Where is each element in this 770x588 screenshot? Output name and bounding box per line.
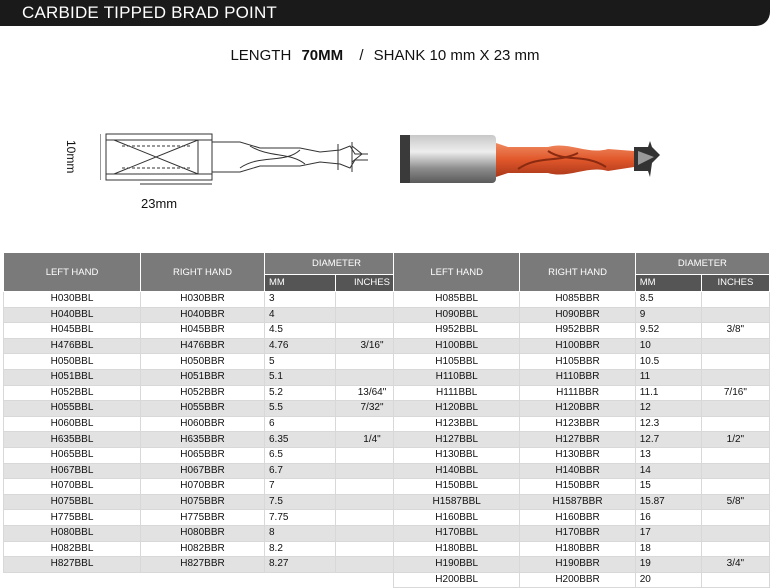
- technical-drawing-icon: [100, 128, 372, 188]
- left-hand-code: H070BBL: [4, 479, 141, 495]
- shank-spec: SHANK 10 mm X 23 mm: [373, 47, 540, 64]
- diameter-mm: 12.3: [635, 416, 701, 432]
- diameter-mm: 5: [265, 354, 336, 370]
- table-row: [394, 416, 770, 432]
- diameter-mm: 12: [635, 401, 701, 417]
- diameter-mm: 19: [635, 557, 701, 573]
- diameter-inches: [701, 307, 769, 323]
- diameter-inches: 1/2": [701, 432, 769, 448]
- diameter-mm: 13: [635, 447, 701, 463]
- right-hand-code: H180BBR: [520, 541, 635, 557]
- table-row: [394, 463, 770, 479]
- diameter-inches: [701, 338, 769, 354]
- col-diameter: DIAMETER: [635, 253, 769, 275]
- left-hand-code: H127BBL: [394, 432, 520, 448]
- table-row: [394, 338, 770, 354]
- spec-table-right: [393, 252, 770, 588]
- left-hand-code: H045BBL: [4, 323, 141, 339]
- diameter-inches: [701, 354, 769, 370]
- left-hand-code: H080BBL: [4, 525, 141, 541]
- left-hand-code: H050BBL: [4, 354, 141, 370]
- right-hand-code: H090BBR: [520, 307, 635, 323]
- dimension-10mm: 10mm: [64, 140, 78, 174]
- diameter-mm: 8: [265, 525, 336, 541]
- diameter-inches: [701, 479, 769, 495]
- right-hand-code: H080BBR: [141, 525, 265, 541]
- table-row: [4, 385, 409, 401]
- diameter-mm: 18: [635, 541, 701, 557]
- left-hand-code: H052BBL: [4, 385, 141, 401]
- diameter-mm: 11.1: [635, 385, 701, 401]
- table-row: [394, 385, 770, 401]
- right-hand-code: H045BBR: [141, 323, 265, 339]
- diameter-mm: 8.27: [265, 557, 336, 573]
- left-hand-code: H120BBL: [394, 401, 520, 417]
- left-hand-code: H100BBL: [394, 338, 520, 354]
- diameter-inches: [701, 525, 769, 541]
- table-row: [394, 401, 770, 417]
- diameter-mm: 6: [265, 416, 336, 432]
- right-hand-code: H952BBR: [520, 323, 635, 339]
- right-hand-code: H111BBR: [520, 385, 635, 401]
- diameter-inches: 1/4": [336, 432, 409, 448]
- dimension-23mm: 23mm: [141, 196, 178, 211]
- diameter-mm: 3: [265, 292, 336, 308]
- left-hand-code: H082BBL: [4, 541, 141, 557]
- diameter-mm: 14: [635, 463, 701, 479]
- table-row: [394, 447, 770, 463]
- diameter-mm: 20: [635, 572, 701, 588]
- right-hand-code: H127BBR: [520, 432, 635, 448]
- table-row: [394, 557, 770, 573]
- diameter-mm: 15: [635, 479, 701, 495]
- left-hand-code: H067BBL: [4, 463, 141, 479]
- left-hand-code: H1587BBL: [394, 494, 520, 510]
- table-row: [394, 354, 770, 370]
- left-hand-code: H085BBL: [394, 292, 520, 308]
- diameter-inches: 5/8": [701, 494, 769, 510]
- right-hand-code: H123BBR: [520, 416, 635, 432]
- length-label: LENGTH: [230, 47, 292, 64]
- right-hand-code: H082BBR: [141, 541, 265, 557]
- left-hand-code: H635BBL: [4, 432, 141, 448]
- right-hand-code: H160BBR: [520, 510, 635, 526]
- right-hand-code: H055BBR: [141, 401, 265, 417]
- table-row: [394, 307, 770, 323]
- diameter-mm: 6.7: [265, 463, 336, 479]
- length-value: 70MM: [301, 47, 344, 64]
- diameter-inches: 7/32": [336, 401, 409, 417]
- right-hand-code: H150BBR: [520, 479, 635, 495]
- table-row: [394, 572, 770, 588]
- table-row: [394, 479, 770, 495]
- right-hand-code: H051BBR: [141, 369, 265, 385]
- left-hand-code: H051BBL: [4, 369, 141, 385]
- table-row: [394, 541, 770, 557]
- table-row: [394, 323, 770, 339]
- right-hand-code: H085BBR: [520, 292, 635, 308]
- left-hand-code: H060BBL: [4, 416, 141, 432]
- left-hand-code: H160BBL: [394, 510, 520, 526]
- table-row: [4, 354, 409, 370]
- diameter-mm: 8.2: [265, 541, 336, 557]
- col-right-hand: RIGHT HAND: [520, 253, 635, 292]
- diameter-mm: 5.2: [265, 385, 336, 401]
- col-diameter: DIAMETER: [265, 253, 409, 275]
- diameter-mm: 10.5: [635, 354, 701, 370]
- table-row: [4, 323, 409, 339]
- left-hand-code: H055BBL: [4, 401, 141, 417]
- diameter-mm: 15.87: [635, 494, 701, 510]
- right-hand-code: H100BBR: [520, 338, 635, 354]
- col-inches: INCHES: [336, 274, 409, 291]
- table-row: [4, 416, 409, 432]
- spec-line: [0, 47, 770, 64]
- right-hand-code: H140BBR: [520, 463, 635, 479]
- table-row: [4, 557, 409, 573]
- diameter-inches: 13/64": [336, 385, 409, 401]
- left-hand-code: H150BBL: [394, 479, 520, 495]
- diameter-inches: [701, 416, 769, 432]
- left-hand-code: H111BBL: [394, 385, 520, 401]
- table-row: [4, 292, 409, 308]
- table-row: [394, 525, 770, 541]
- left-hand-code: H105BBL: [394, 354, 520, 370]
- right-hand-code: H070BBR: [141, 479, 265, 495]
- right-hand-code: H040BBR: [141, 307, 265, 323]
- table-row: [4, 401, 409, 417]
- table-row: [4, 369, 409, 385]
- right-hand-code: H030BBR: [141, 292, 265, 308]
- right-hand-code: H075BBR: [141, 494, 265, 510]
- left-hand-code: H065BBL: [4, 447, 141, 463]
- right-hand-code: H067BBR: [141, 463, 265, 479]
- title-bar: [0, 0, 770, 26]
- diameter-inches: 3/8": [701, 323, 769, 339]
- table-row: [4, 447, 409, 463]
- diameter-mm: 7.5: [265, 494, 336, 510]
- diameter-mm: 9.52: [635, 323, 701, 339]
- diameter-mm: 5.5: [265, 401, 336, 417]
- diameter-mm: 17: [635, 525, 701, 541]
- left-hand-code: H130BBL: [394, 447, 520, 463]
- table-row: [4, 432, 409, 448]
- table-row: [4, 479, 409, 495]
- right-hand-code: H050BBR: [141, 354, 265, 370]
- col-left-hand: LEFT HAND: [394, 253, 520, 292]
- diameter-mm: 16: [635, 510, 701, 526]
- col-mm: MM: [265, 274, 336, 291]
- diameter-inches: [701, 447, 769, 463]
- table-row: [4, 338, 409, 354]
- right-hand-code: H775BBR: [141, 510, 265, 526]
- diameter-inches: [701, 541, 769, 557]
- table-row: [4, 510, 409, 526]
- left-hand-code: H170BBL: [394, 525, 520, 541]
- diameter-mm: 9: [635, 307, 701, 323]
- diameter-mm: 6.5: [265, 447, 336, 463]
- right-hand-code: H170BBR: [520, 525, 635, 541]
- right-hand-code: H120BBR: [520, 401, 635, 417]
- left-hand-code: H123BBL: [394, 416, 520, 432]
- left-hand-code: H140BBL: [394, 463, 520, 479]
- right-hand-code: H200BBR: [520, 572, 635, 588]
- right-hand-code: H476BBR: [141, 338, 265, 354]
- diameter-mm: 8.5: [635, 292, 701, 308]
- table-row: [4, 541, 409, 557]
- diameter-inches: [701, 572, 769, 588]
- left-hand-code: H180BBL: [394, 541, 520, 557]
- drill-bit-photo-icon: [398, 133, 666, 187]
- diameter-inches: [701, 369, 769, 385]
- right-hand-code: H635BBR: [141, 432, 265, 448]
- right-hand-code: H060BBR: [141, 416, 265, 432]
- left-hand-code: H476BBL: [4, 338, 141, 354]
- page-title: CARBIDE TIPPED BRAD POINT: [22, 3, 278, 22]
- left-hand-code: H827BBL: [4, 557, 141, 573]
- left-hand-code: H090BBL: [394, 307, 520, 323]
- table-row: [4, 494, 409, 510]
- spec-table-left: [3, 252, 409, 573]
- table-row: [394, 510, 770, 526]
- right-hand-code: H1587BBR: [520, 494, 635, 510]
- table-row: [4, 463, 409, 479]
- left-hand-code: H030BBL: [4, 292, 141, 308]
- diameter-mm: 4: [265, 307, 336, 323]
- left-hand-code: H040BBL: [4, 307, 141, 323]
- col-left-hand: LEFT HAND: [4, 253, 141, 292]
- right-hand-code: H110BBR: [520, 369, 635, 385]
- diameter-mm: 12.7: [635, 432, 701, 448]
- diameter-inches: [701, 401, 769, 417]
- spec-separator: /: [359, 47, 364, 64]
- table-row: [394, 432, 770, 448]
- col-right-hand: RIGHT HAND: [141, 253, 265, 292]
- diameter-inches: [701, 463, 769, 479]
- diameter-mm: 7: [265, 479, 336, 495]
- table-row: [394, 292, 770, 308]
- left-hand-code: H190BBL: [394, 557, 520, 573]
- table-row: [4, 307, 409, 323]
- diameter-inches: 3/16": [336, 338, 409, 354]
- diameter-mm: 6.35: [265, 432, 336, 448]
- right-hand-code: H105BBR: [520, 354, 635, 370]
- diameter-inches: [701, 292, 769, 308]
- diameter-mm: 11: [635, 369, 701, 385]
- diameter-inches: 7/16": [701, 385, 769, 401]
- left-hand-code: H075BBL: [4, 494, 141, 510]
- diameter-inches: 3/4": [701, 557, 769, 573]
- left-hand-code: H110BBL: [394, 369, 520, 385]
- diameter-mm: 4.5: [265, 323, 336, 339]
- col-mm: MM: [635, 274, 701, 291]
- diameter-mm: 10: [635, 338, 701, 354]
- right-hand-code: H190BBR: [520, 557, 635, 573]
- right-hand-code: H065BBR: [141, 447, 265, 463]
- diameter-mm: 7.75: [265, 510, 336, 526]
- col-inches: INCHES: [701, 274, 769, 291]
- diameter-mm: 5.1: [265, 369, 336, 385]
- left-hand-code: H200BBL: [394, 572, 520, 588]
- right-hand-code: H130BBR: [520, 447, 635, 463]
- right-hand-code: H827BBR: [141, 557, 265, 573]
- left-hand-code: H775BBL: [4, 510, 141, 526]
- left-hand-code: H952BBL: [394, 323, 520, 339]
- diameter-mm: 4.76: [265, 338, 336, 354]
- table-row: [4, 525, 409, 541]
- diameter-inches: [701, 510, 769, 526]
- table-row: [394, 494, 770, 510]
- table-row: [394, 369, 770, 385]
- right-hand-code: H052BBR: [141, 385, 265, 401]
